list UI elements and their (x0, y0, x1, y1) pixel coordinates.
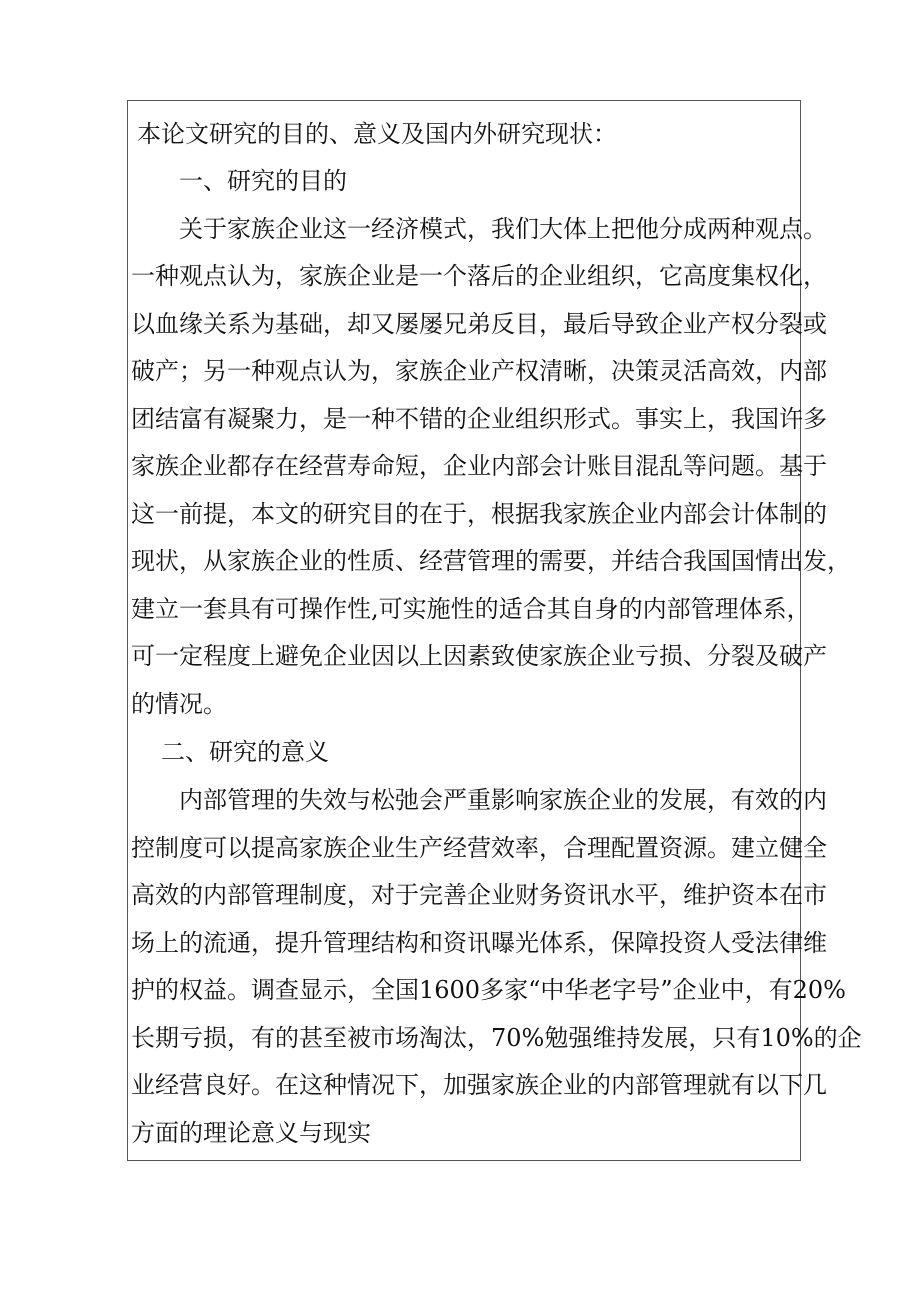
paragraph-line: 可一定程度上避免企业因以上因素致使家族企业亏损、分裂及破产 (131, 642, 827, 670)
paragraph-line: 的情况。 (131, 690, 227, 718)
paragraph-line: 建立一套具有可操作性,可实施性的适合其自身的内部管理体系， (131, 595, 811, 623)
paragraph-line: 以血缘关系为基础，却又屡屡兄弟反目，最后导致企业产权分裂或 (131, 310, 827, 338)
paragraph-line: 方面的理论意义与现实 (131, 1119, 371, 1147)
paragraph-line: 场上的流通，提升管理结构和资讯曝光体系，保障投资人受法律维 (131, 929, 827, 957)
paragraph-line: 内部管理的失效与松弛会严重影响家族企业的发展，有效的内 (179, 786, 827, 814)
paragraph-line: 护的权益。调查显示，全国1600多家“中华老字号”企业中，有20% (131, 976, 846, 1004)
section2-title: 二、研究的意义 (161, 738, 329, 766)
paragraph-line: 控制度可以提高家族企业生产经营效率，合理配置资源。建立健全 (131, 834, 827, 862)
paragraph-line: 长期亏损，有的甚至被市场淘汰，70%勉强维持发展，只有10%的企 (131, 1024, 862, 1052)
paragraph-line: 破产；另一种观点认为，家族企业产权清晰，决策灵活高效，内部 (131, 357, 827, 385)
paragraph-line: 家族企业都存在经营寿命短，企业内部会计账目混乱等问题。基于 (131, 452, 827, 480)
paragraph-line: 现状，从家族企业的性质、经营管理的需要，并结合我国国情出发， (131, 547, 851, 575)
paragraph-line: 关于家族企业这一经济模式，我们大体上把他分成两种观点。 (179, 215, 827, 243)
paragraph-line: 业经营良好。在这种情况下，加强家族企业的内部管理就有以下几 (131, 1071, 827, 1099)
paragraph-line: 团结富有凝聚力，是一种不错的企业组织形式。事实上，我国许多 (131, 405, 827, 433)
paragraph-line: 这一前提，本文的研究目的在于，根据我家族企业内部会计体制的 (131, 500, 827, 528)
paragraph-line: 一种观点认为，家族企业是一个落后的企业组织，它高度集权化， (131, 262, 827, 290)
document-heading: 本论文研究的目的、意义及国内外研究现状： (137, 120, 617, 148)
section1-title: 一、研究的目的 (179, 167, 347, 195)
paragraph-line: 高效的内部管理制度，对于完善企业财务资讯水平，维护资本在市 (131, 881, 827, 909)
